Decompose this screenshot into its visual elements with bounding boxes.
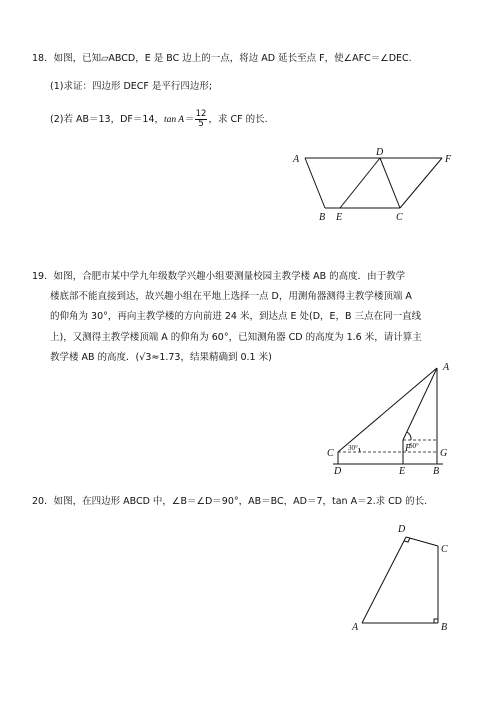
q18-fraction-num: 12 — [195, 109, 207, 119]
q18-label-F: F — [445, 154, 452, 165]
q20-label-B: B — [441, 622, 448, 633]
q19-label-E: E — [399, 466, 406, 477]
q18-part2-ask: ，求 CF 的长. — [208, 114, 268, 125]
q18-tan-label: tan A＝ — [163, 115, 194, 125]
q18-fraction-den: 5 — [198, 119, 204, 129]
q18-figure-lines — [305, 158, 442, 208]
q19-line3: 的仰角为 30°，再向主教学楼的方向前进 24 米，到达点 E 处(D，E，B 三点在同一直线 — [50, 311, 422, 322]
q20-label-D: D — [398, 524, 406, 535]
q19-angle-60: 60° — [409, 442, 419, 450]
q18-stem: 18．如图，已知▱ABCD，E 是 BC 边上的一点，将边 AD 延长至点 F，使∠AFC＝∠DEC. — [32, 53, 412, 64]
q18-label-D: D — [376, 147, 384, 158]
q19-label-C: C — [327, 448, 334, 459]
q18-figure — [290, 148, 460, 223]
q19-line5: 教学楼 AB 的高度．(√3≈1.73，结果精确到 0.1 米) — [50, 352, 272, 363]
q20-figure — [340, 520, 460, 635]
q18-label-E: E — [336, 212, 343, 223]
q18-fraction — [195, 110, 208, 129]
q20-label-C: C — [441, 544, 448, 555]
q19-label-D: D — [334, 466, 342, 477]
q20-stem: 20．如图，在四边形 ABCD 中，∠B＝∠D＝90°，AB＝BC，AD＝7，tan A＝2.求 CD 的长. — [32, 496, 428, 507]
q18-part2 — [50, 110, 268, 129]
q19-line1: 19．如图，合肥市某中学九年级数学兴趣小组要测量校园主教学楼 AB 的高度．由于教学 — [32, 271, 406, 282]
q19-label-G: G — [440, 448, 448, 459]
q19-figure — [325, 360, 465, 475]
q19-line2: 楼底部不能直接到达，故兴趣小组在平地上选择一点 D，用测角器测得主教学楼顶端 A — [50, 291, 412, 302]
q19-label-F: F — [405, 443, 412, 454]
q19-line4: 上)，又测得主教学楼顶端 A 的仰角为 60°，已知测角器 CD 的高度为 1.6 米，请计算主 — [50, 332, 422, 343]
q18-part2-given: (2)若 AB＝13，DF＝14， — [50, 114, 164, 125]
q19-label-B: B — [433, 466, 440, 477]
q19-angle-30: 30° — [348, 444, 358, 452]
q18-label-C: C — [396, 212, 403, 223]
q20-label-A: A — [352, 622, 359, 633]
q19-label-A: A — [443, 362, 450, 373]
q18-label-A: A — [293, 154, 300, 165]
q18-part1: (1)求证：四边形 DECF 是平行四边形; — [50, 81, 213, 92]
q20-figure-lines — [362, 537, 438, 623]
q18-label-B: B — [319, 212, 326, 223]
